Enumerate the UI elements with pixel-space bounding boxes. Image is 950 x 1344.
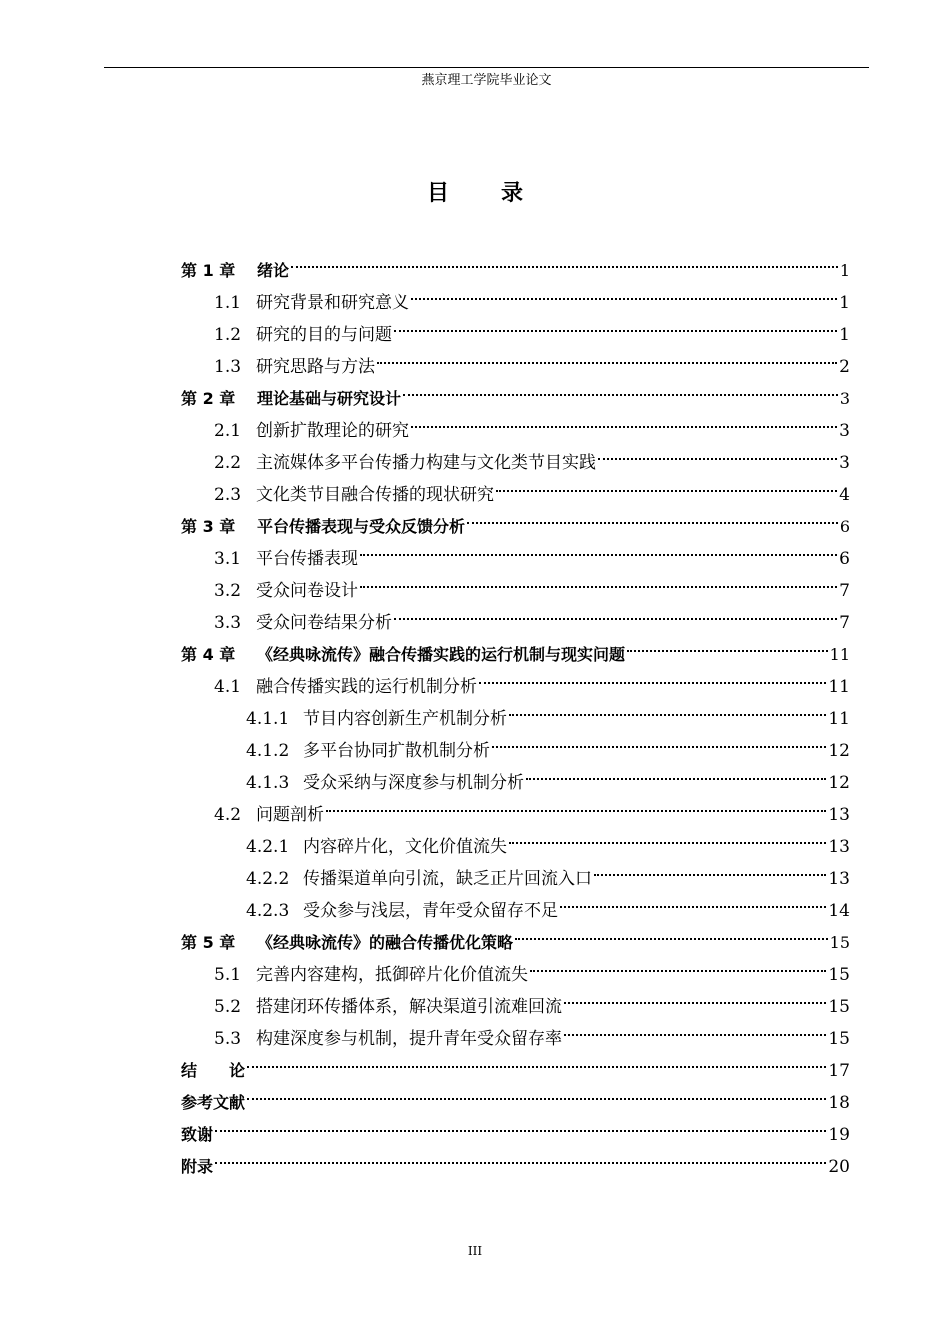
- toc-entry-number: 5.1: [214, 965, 242, 985]
- toc-dot-leader: [394, 596, 837, 628]
- toc-dot-leader: [530, 948, 826, 980]
- toc-entry-number: 第 1 章: [181, 261, 236, 280]
- toc-entry-label: 传播渠道单向引流，缺乏正片回流入口: [303, 869, 592, 889]
- toc-dot-leader: [247, 1044, 826, 1076]
- toc-entry-number: 4.1.1: [246, 709, 290, 729]
- toc-entry-number: 3.3: [214, 613, 242, 633]
- toc-dot-leader: [509, 820, 826, 852]
- toc-dot-leader: [509, 692, 826, 724]
- toc-entry-label: 致谢: [181, 1125, 214, 1144]
- toc-entry[interactable]: [214, 1012, 850, 1049]
- toc-entry-page: 1: [839, 293, 850, 313]
- toc-entry-page: 1: [839, 261, 850, 280]
- toc-entry-label: 受众参与浅层，青年受众留存不足: [303, 901, 558, 921]
- toc-entry-page: 12: [828, 741, 850, 761]
- toc-entry[interactable]: [246, 852, 850, 889]
- toc-entry[interactable]: [246, 756, 850, 793]
- toc-entry[interactable]: [181, 916, 850, 952]
- toc-entry-label: 结 论: [181, 1061, 246, 1080]
- toc-entry[interactable]: [214, 564, 850, 601]
- toc-entry-page: 3: [839, 453, 850, 473]
- toc-entry-page: 7: [839, 581, 850, 601]
- toc-entry-number: 1.3: [214, 357, 242, 377]
- toc-entry[interactable]: [246, 884, 850, 921]
- toc-entry-page: 13: [828, 805, 850, 825]
- toc-dot-leader: [515, 916, 828, 948]
- toc-entry-label: 研究的目的与问题: [256, 325, 392, 345]
- toc-entry-label: 受众问卷结果分析: [256, 613, 392, 633]
- toc-entry-page: 15: [828, 1029, 850, 1049]
- toc-entry-page: 6: [839, 517, 850, 536]
- toc-entry-label: 受众问卷设计: [256, 581, 358, 601]
- toc-entry-page: 11: [828, 709, 850, 729]
- toc-entry[interactable]: [181, 500, 850, 536]
- toc-entry-page: 7: [839, 613, 850, 633]
- toc-dot-leader: [215, 1140, 826, 1172]
- toc-entry-number: 1.1: [214, 293, 242, 313]
- toc-dot-leader: [377, 340, 837, 372]
- toc-entry-number: 2.1: [214, 421, 242, 441]
- toc-dot-leader: [247, 1076, 826, 1108]
- toc-entry-label: 搭建闭环传播体系，解决渠道引流难回流: [256, 997, 562, 1017]
- toc-entry[interactable]: [181, 1140, 850, 1177]
- toc-entry-number: 第 5 章: [181, 933, 236, 952]
- toc-entry-label: 平台传播表现与受众反馈分析: [257, 517, 466, 536]
- toc-entry-number: 2.3: [214, 485, 242, 505]
- toc-entry-number: 4.1.2: [246, 741, 290, 761]
- toc-entry[interactable]: [181, 372, 850, 408]
- toc-entry[interactable]: [181, 628, 850, 664]
- toc-entry[interactable]: [181, 1044, 850, 1081]
- toc-dot-leader: [564, 980, 826, 1012]
- toc-entry[interactable]: [181, 1076, 850, 1113]
- toc-entry-label: 融合传播实践的运行机制分析: [256, 677, 477, 697]
- toc-dot-leader: [627, 628, 828, 660]
- toc-entry[interactable]: [214, 532, 850, 569]
- toc-entry[interactable]: [246, 692, 850, 729]
- toc-entry-number: 4.2.1: [246, 837, 290, 857]
- toc-entry[interactable]: [181, 244, 850, 280]
- toc-dot-leader: [411, 276, 837, 308]
- toc-entry-page: 17: [828, 1061, 850, 1081]
- toc-entry-page: 2: [839, 357, 850, 377]
- toc-entry-number: 3.1: [214, 549, 242, 569]
- toc-dot-leader: [360, 532, 837, 564]
- toc-entry-number: 4.2.2: [246, 869, 290, 889]
- toc-entry[interactable]: [214, 980, 850, 1017]
- toc-entry-page: 11: [828, 677, 850, 697]
- toc-dot-leader: [598, 436, 837, 468]
- toc-dot-leader: [360, 564, 837, 596]
- toc-entry[interactable]: [214, 468, 850, 505]
- page-number: III: [467, 1244, 483, 1258]
- toc-entry-number: 3.2: [214, 581, 242, 601]
- toc-entry-page: 13: [828, 869, 850, 889]
- toc-entry-page: 1: [839, 325, 850, 345]
- toc-dot-leader: [326, 788, 826, 820]
- toc-entry-number: 1.2: [214, 325, 242, 345]
- toc-dot-leader: [496, 468, 837, 500]
- toc-dot-leader: [411, 404, 837, 436]
- toc-entry-label: 《经典咏流传》融合传播实践的运行机制与现实问题: [257, 645, 626, 664]
- toc-entry[interactable]: [214, 340, 850, 377]
- toc-entry-number: 5.2: [214, 997, 242, 1017]
- toc-dot-leader: [394, 308, 837, 340]
- toc-entry-label: 理论基础与研究设计: [257, 389, 402, 408]
- toc-entry-number: 第 3 章: [181, 517, 236, 536]
- header-rule: [104, 67, 869, 68]
- toc-entry[interactable]: [214, 308, 850, 345]
- toc-entry-label: 平台传播表现: [256, 549, 358, 569]
- toc-entry-number: 第 2 章: [181, 389, 236, 408]
- toc-entry-label: 问题剖析: [256, 805, 324, 825]
- toc-entry-label: 参考文献: [181, 1093, 246, 1112]
- toc-entry-label: 创新扩散理论的研究: [256, 421, 409, 441]
- toc-entry-page: 12: [828, 773, 850, 793]
- toc-entry-label: 内容碎片化，文化价值流失: [303, 837, 507, 857]
- toc-entry-number: 4.1: [214, 677, 242, 697]
- toc-entry-page: 19: [828, 1125, 850, 1145]
- toc-dot-leader: [492, 724, 826, 756]
- toc-dot-leader: [526, 756, 826, 788]
- toc-entry-label: 受众采纳与深度参与机制分析: [303, 773, 524, 793]
- toc-entry-label: 节目内容创新生产机制分析: [303, 709, 507, 729]
- toc-entry-page: 20: [828, 1157, 850, 1177]
- toc-title-part1: 目: [426, 181, 449, 206]
- toc-entry-label: 完善内容建构，抵御碎片化价值流失: [256, 965, 528, 985]
- toc-entry-label: 主流媒体多平台传播力构建与文化类节目实践: [256, 453, 596, 473]
- toc-entry-page: 18: [828, 1093, 850, 1113]
- toc-entry-number: 第 4 章: [181, 645, 236, 664]
- toc-entry-label: 文化类节目融合传播的现状研究: [256, 485, 494, 505]
- toc-entry[interactable]: [181, 1108, 850, 1145]
- toc-entry-label: 附录: [181, 1157, 214, 1176]
- toc-entry[interactable]: [214, 788, 850, 825]
- toc-entry-label: 构建深度参与机制，提升青年受众留存率: [256, 1029, 562, 1049]
- toc-entry-number: 2.2: [214, 453, 242, 473]
- toc-entry-label: 研究思路与方法: [256, 357, 375, 377]
- toc-title-part2: 录: [501, 181, 524, 206]
- toc-entry-page: 14: [828, 901, 850, 921]
- toc-dot-leader: [215, 1108, 826, 1140]
- toc-entry-number: 4.1.3: [246, 773, 290, 793]
- toc-entry-page: 11: [829, 645, 850, 664]
- toc-entry-number: 4.2: [214, 805, 242, 825]
- toc-dot-leader: [560, 884, 826, 916]
- toc-dot-leader: [403, 372, 838, 404]
- toc-entry[interactable]: [214, 436, 850, 473]
- toc-entry[interactable]: [214, 660, 850, 697]
- toc-entry-number: 5.3: [214, 1029, 242, 1049]
- toc-entry[interactable]: [214, 276, 850, 313]
- toc-entry[interactable]: [246, 820, 850, 857]
- toc-dot-leader: [594, 852, 826, 884]
- toc-entry-page: 4: [839, 485, 850, 505]
- toc-entry-page: 6: [839, 549, 850, 569]
- toc-entry-number: 4.2.3: [246, 901, 290, 921]
- toc-entry-page: 15: [828, 997, 850, 1017]
- toc-dot-leader: [479, 660, 826, 692]
- toc-entry[interactable]: [246, 724, 850, 761]
- toc-entry-page: 13: [828, 837, 850, 857]
- toc-entry-label: 《经典咏流传》的融合传播优化策略: [257, 933, 514, 952]
- toc-entry-label: 多平台协同扩散机制分析: [303, 741, 490, 761]
- toc-entry-label: 研究背景和研究意义: [256, 293, 409, 313]
- toc-entry-page: 3: [839, 389, 850, 408]
- toc-title: [0, 178, 950, 210]
- toc-entry[interactable]: [214, 596, 850, 633]
- toc-entry[interactable]: [214, 948, 850, 985]
- toc-dot-leader: [564, 1012, 826, 1044]
- toc-entry-page: 15: [828, 965, 850, 985]
- toc-entry[interactable]: [214, 404, 850, 441]
- toc-entry-page: 3: [839, 421, 850, 441]
- toc-dot-leader: [291, 244, 838, 276]
- toc-entry-page: 15: [829, 933, 850, 952]
- toc-entry-label: 绪论: [257, 261, 290, 280]
- running-header: 燕京理工学院毕业论文: [421, 73, 552, 88]
- toc-dot-leader: [467, 500, 838, 532]
